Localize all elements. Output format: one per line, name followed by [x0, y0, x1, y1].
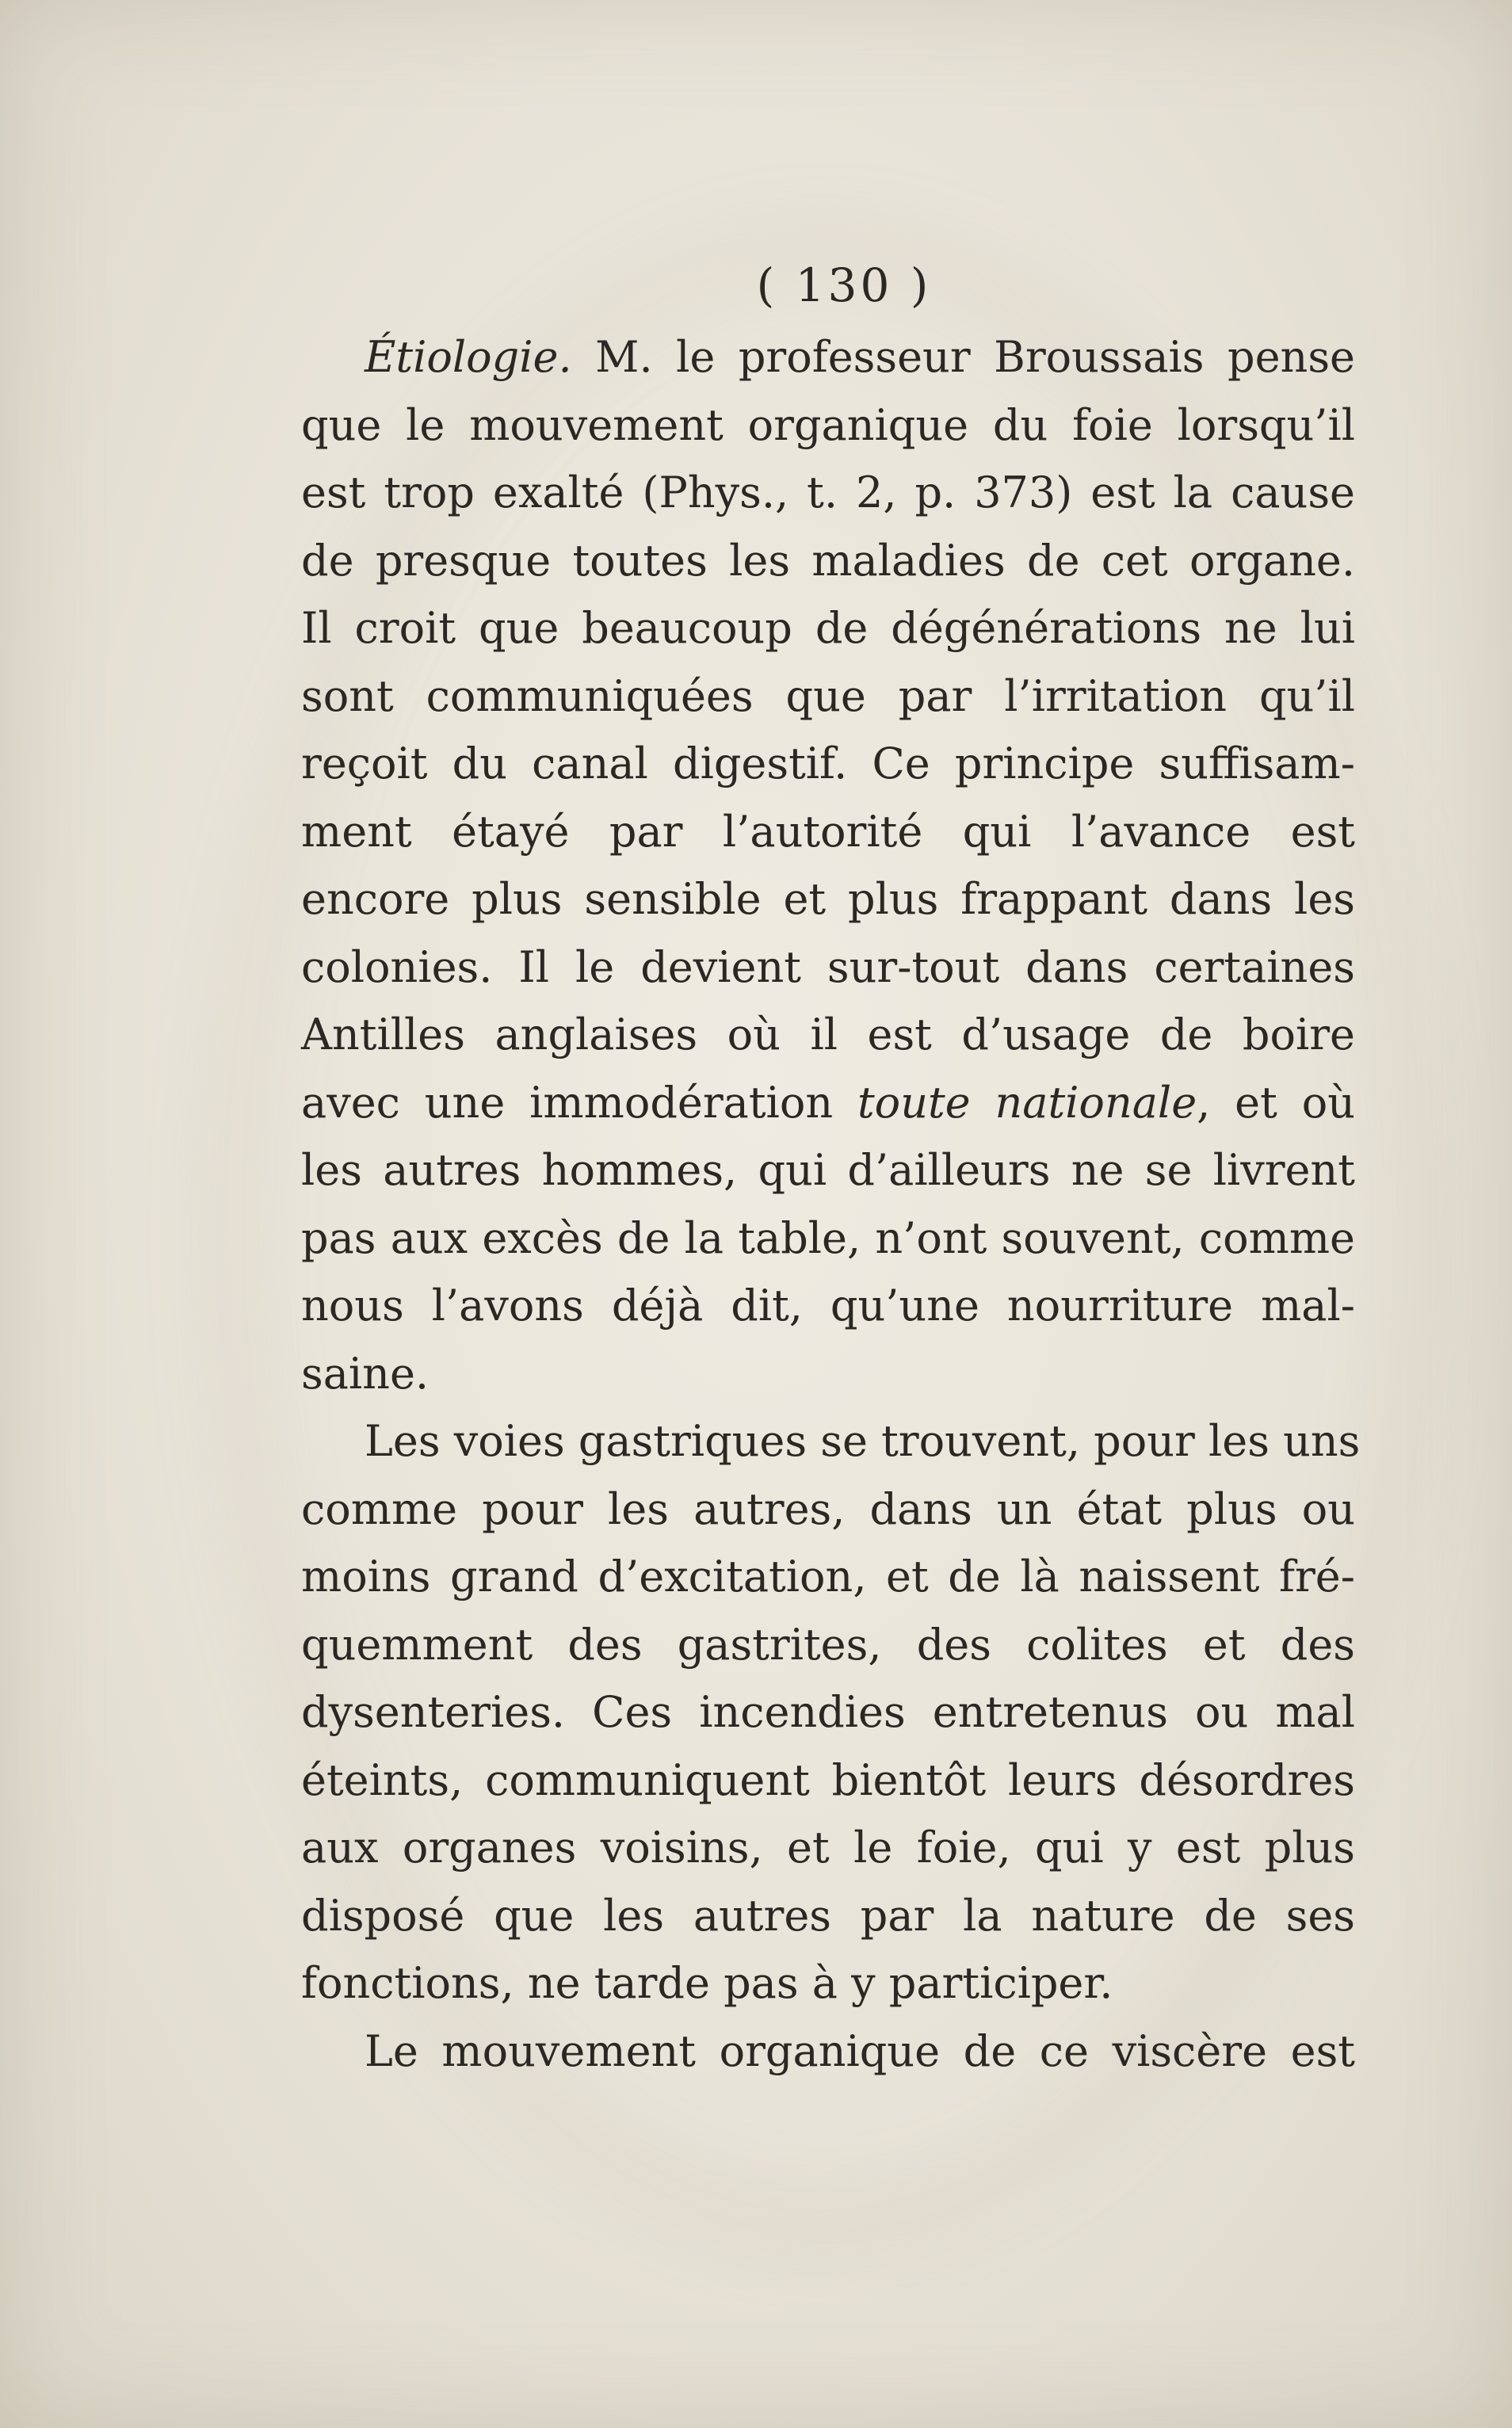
text-line: saine.	[301, 1348, 430, 1399]
text-line: dysenteries. Ces incendies entretenus ou mal	[301, 1687, 1355, 1737]
paragraph-1	[301, 323, 1355, 1407]
paragraph-2	[301, 1407, 1361, 2018]
text-line: avec une immodération toute nationale, et où	[301, 1077, 1355, 1128]
text-line: disposé que les autres par la nature de ses	[301, 1890, 1355, 1941]
text-line: encore plus sensible et plus frappant dans les	[301, 874, 1355, 924]
text-line: sont communiquées que par l’irritation qu’il	[301, 670, 1355, 721]
text-line: Le mouvement organique de ce viscère est	[365, 2025, 1355, 2076]
text-line: comme pour les autres, dans un état plus ou	[301, 1483, 1355, 1534]
paragraph-3	[301, 2018, 1355, 2086]
inline-italic-phrase: toute nationale	[857, 1077, 1197, 1128]
text-line: Les voies gastriques se trouvent, pour les uns	[365, 1416, 1361, 1466]
text-line: ment étayé par l’autorité qui l’avance est	[301, 806, 1355, 857]
text-line: que le mouvement organique du foie lorsqu’il	[301, 399, 1355, 450]
text-line: Étiologie. M. le professeur Broussais pense	[365, 332, 1355, 382]
text-line: Antilles anglaises où il est d’usage de boire	[301, 1010, 1355, 1059]
text-line: quemment des gastrites, des colites et des	[301, 1619, 1355, 1670]
text-line: aux organes voisins, et le foie, qui y est plus	[301, 1823, 1355, 1873]
text-line: nous l’avons déjà dit, qu’une nourriture mal-	[301, 1281, 1355, 1330]
text-line: fonctions, ne tarde pas à y participer.	[301, 1958, 1113, 2008]
text-line: moins grand d’excitation, et de là naissent fré-	[301, 1552, 1355, 1601]
text-line: est trop exalté (Phys., t. 2, p. 373) est la cause	[301, 468, 1355, 517]
text-line: colonies. Il le devient sur-tout dans certaines	[301, 941, 1355, 992]
section-heading-italic: Étiologie.	[365, 332, 572, 382]
text-line: éteints, communiquent bientôt leurs désordres	[301, 1754, 1355, 1805]
text-line: Il croit que beaucoup de dégénérations ne lui	[301, 603, 1355, 653]
text-column	[301, 254, 1361, 2085]
text-line: pas aux excès de la table, n’ont souvent, comme	[301, 1212, 1355, 1263]
page-number: ( 130 )	[756, 258, 932, 312]
text-line: reçoit du canal digestif. Ce principe suffisam-	[301, 739, 1355, 788]
text-line: de presque toutes les maladies de cet organe.	[301, 535, 1355, 586]
text-line: les autres hommes, qui d’ailleurs ne se livrent	[301, 1145, 1355, 1195]
